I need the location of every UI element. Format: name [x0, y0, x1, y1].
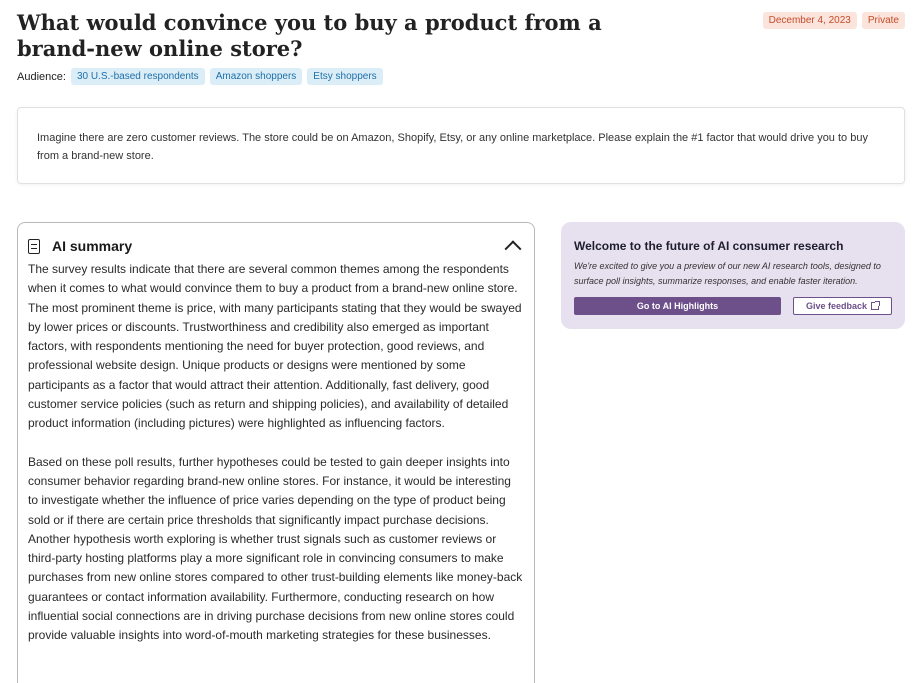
audience-tag[interactable]: Etsy shoppers	[307, 68, 382, 85]
go-to-ai-highlights-button[interactable]	[574, 297, 781, 315]
give-feedback-button[interactable]	[793, 297, 892, 315]
ai-summary-header[interactable]	[28, 235, 524, 257]
visibility-badge: Private	[862, 12, 905, 29]
meta-badges	[763, 12, 905, 29]
question-prompt-text: Imagine there are zero customer reviews. The store could be on Amazon, Shopify, Etsy, or any online marketplace. Please explain the #1 factor that would drive you to buy from a brand-new store.	[37, 132, 868, 162]
go-to-ai-highlights-label: Go to AI Highlights	[636, 301, 719, 311]
question-prompt-card	[17, 107, 905, 184]
audience-tag[interactable]: 30 U.S.-based respondents	[71, 68, 205, 85]
audience-tag[interactable]: Amazon shoppers	[210, 68, 303, 85]
summary-paragraph: The survey results indicate that there are several common themes among the respondents when it comes to what would convince them to buy a product from a brand-new online store. The most prominent theme is price, with many participants stating that they would be swayed by lower prices or discounts. Trustworthiness and credibility also emerged as important factors, with respondents mentioning the need for buyer protection, good reviews, and professional website design. Unique products or designs were mentioned by some participants as a factor that would attract their attention. Additionally, fast delivery, good customer service policies (such as return and shipping policies), and availability of detailed product information (including pictures) were highlighted as influencing factors.	[28, 262, 522, 431]
audience-row	[17, 68, 383, 85]
ai-summary-body	[28, 260, 524, 646]
give-feedback-label: Give feedback	[805, 301, 868, 311]
date-badge: December 4, 2023	[763, 12, 857, 29]
welcome-text: We're excited to give you a preview of our new AI research tools, designed to surface poll insights, summarize responses, and enable faster iteration.	[574, 261, 881, 286]
summary-paragraph: Based on these poll results, further hypotheses could be tested to gain deeper insights into consumer behavior regarding brand-new online stores. For instance, it would be interesting to investigate whether the influence of price varies depending on the type of product being sold or if there are certain price thresholds that significantly impact purchase decisions. Another hypothesis worth exploring is whether trust signals such as customer reviews or third-party hosting platforms play a more significant role in convincing consumers to make purchases from new online stores compared to other trust-building elements like money-back guarantees or contact information availability. Furthermore, conducting research on how influential social connections are in driving purchase decisions from new online stores could provide valuable insights into word-of-mouth marketing strategies for these businesses.	[28, 454, 523, 643]
welcome-title: Welcome to the future of AI consumer research	[574, 239, 844, 253]
ai-summary-panel	[17, 222, 535, 683]
document-icon	[28, 239, 40, 254]
welcome-actions	[574, 297, 892, 315]
audience-label: Audience:	[17, 70, 66, 83]
page-title: What would convince you to buy a product from a brand-new online store?	[17, 10, 602, 61]
ai-summary-title: AI summary	[52, 238, 133, 254]
external-link-icon	[871, 302, 879, 310]
chevron-up-icon[interactable]	[505, 240, 522, 257]
welcome-panel	[561, 222, 905, 329]
